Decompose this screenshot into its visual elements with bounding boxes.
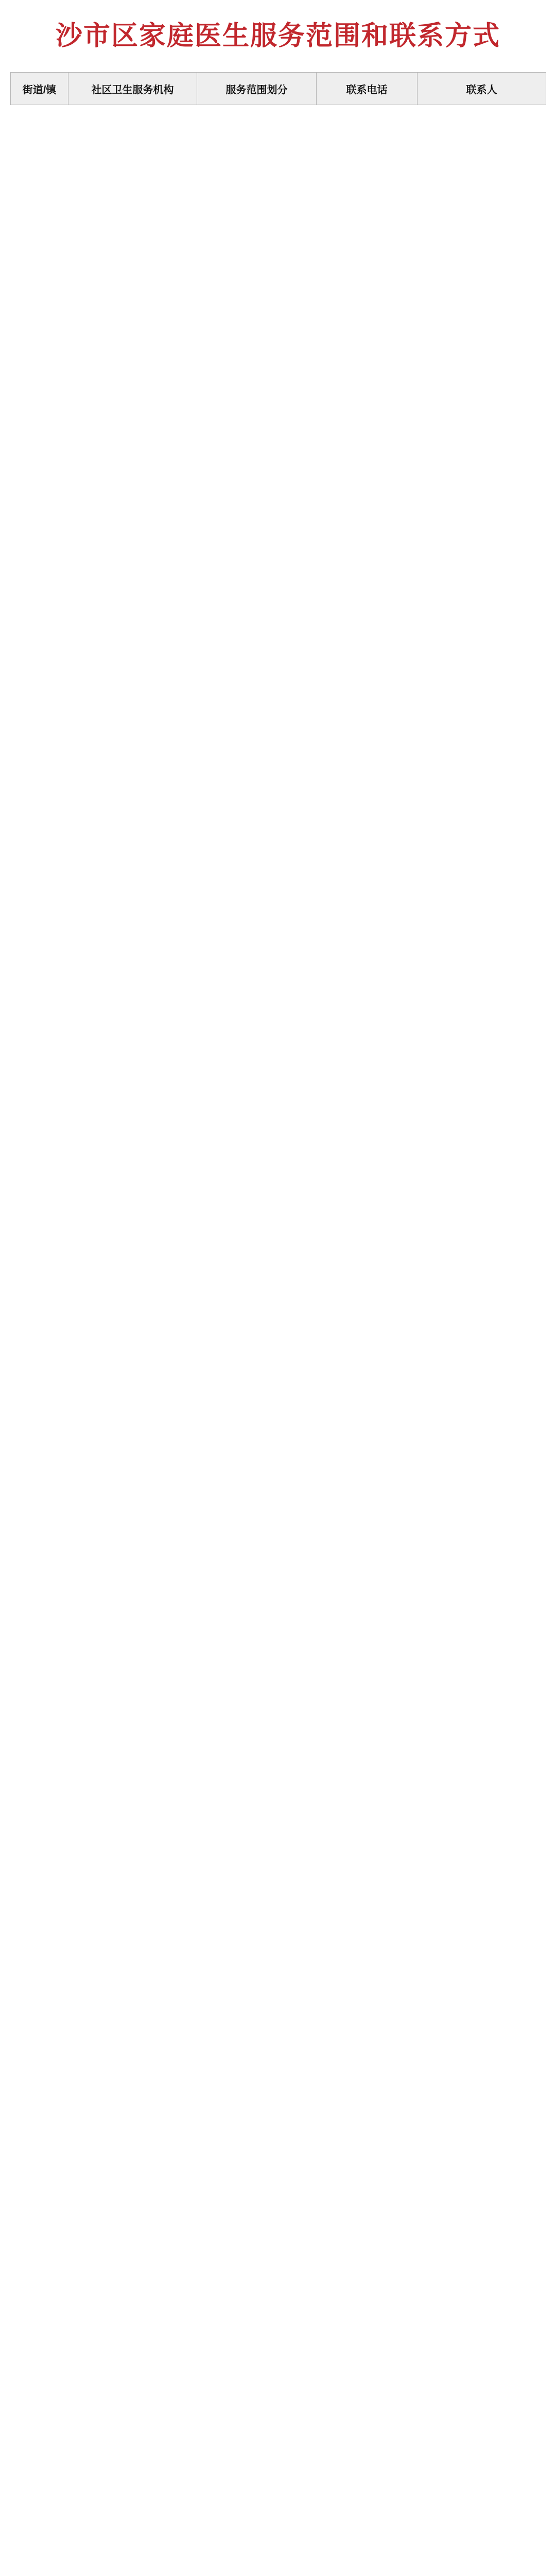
- header-org: 社区卫生服务机构: [68, 73, 197, 105]
- header-row: [11, 73, 546, 105]
- table-header: [11, 73, 546, 105]
- header-area: 服务范围划分: [197, 73, 317, 105]
- document-page: [0, 0, 556, 105]
- services-table-wrapper: [0, 72, 556, 105]
- header-contact: 联系人: [418, 73, 546, 105]
- header-phone: 联系电话: [317, 73, 418, 105]
- header-street: 街道/镇: [11, 73, 68, 105]
- services-table: [10, 72, 546, 105]
- page-title: 沙市区家庭医生服务范围和联系方式: [55, 21, 500, 51]
